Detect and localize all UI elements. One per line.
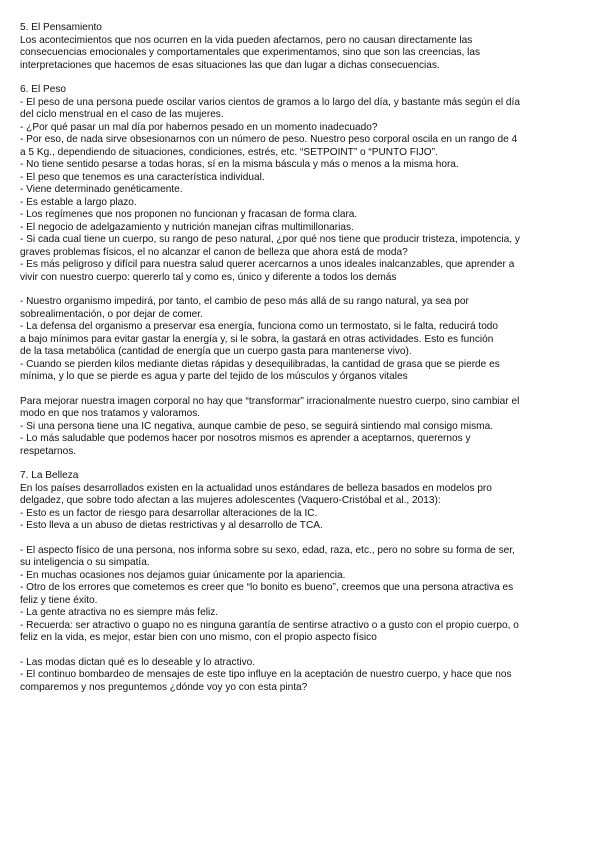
body-line: - Si cada cual tiene un cuerpo, su rango de peso natural, ¿por qué nos tiene que producir tristeza, impotencia, y bbox=[20, 234, 520, 245]
body-line: feliz en la vida, es mejor, estar bien con uno mismo, con el propio aspecto físico bbox=[20, 632, 377, 643]
body-line: a 5 Kg., dependiendo de situaciones, condiciones, estrés, etc. “SETPOINT” o “PUNTO FIJO”. bbox=[20, 146, 438, 158]
body-line: - Nuestro organismo impedirá, por tanto, el cambio de peso más allá de su rango natural, ya sea por bbox=[20, 296, 469, 307]
body-line: - El negocio de adelgazamiento y nutrición manejan cifras multimillonarias. bbox=[20, 221, 354, 233]
section-pensamiento bbox=[20, 22, 582, 72]
body-line: - El peso que tenemos es una característica individual. bbox=[20, 171, 265, 183]
body-line: - En muchas ocasiones nos dejamos guiar únicamente por la apariencia. bbox=[20, 569, 346, 581]
body-line: - Viene determinado genéticamente. bbox=[20, 184, 183, 195]
body-line: feliz y tiene éxito. bbox=[20, 594, 98, 606]
body-line: sobrealimentación, o por dejar de comer. bbox=[20, 308, 203, 320]
body-line: respetarnos. bbox=[20, 445, 77, 457]
body-line: modo en que nos tratamos y valoramos. bbox=[20, 408, 201, 419]
body-line: - Por eso, de nada sirve obsesionarnos con un número de peso. Nuestro peso corporal oscila en un rango de 4 bbox=[20, 134, 518, 145]
body-line: - Esto es un factor de riesgo para desarrollar alteraciones de la IC. bbox=[20, 507, 318, 519]
paragraph-gap bbox=[20, 72, 582, 84]
body-line: - Los regímenes que nos proponen no funcionan y fracasan de forma clara. bbox=[20, 209, 358, 220]
body-line: - El continuo bombardeo de mensajes de este tipo influye en la aceptación de nuestro cuerpo, y hace que nos bbox=[20, 669, 512, 680]
body-line: graves problemas físicos, el no alcanzar el canon de belleza que ahora está de moda? bbox=[20, 246, 408, 258]
paragraph-gap bbox=[20, 458, 582, 470]
body-line: de la tasa metabólica (cantidad de energía que un cuerpo gasta para mantenerse vivo). bbox=[20, 346, 412, 357]
section-heading: 6. El Peso bbox=[20, 84, 67, 95]
section-belleza bbox=[20, 470, 582, 694]
body-line: delgadez, que sobre todo afectan a las mujeres adolescentes (Vaquero-Cristóbal et al., 2013): bbox=[20, 495, 441, 506]
paragraph-gap bbox=[20, 533, 582, 545]
body-line: su inteligencia o su simpatía. bbox=[20, 557, 150, 568]
body-line: comparemos y nos preguntemos ¿dónde voy yo con esta pinta? bbox=[20, 681, 308, 693]
body-line: - No tiene sentido pesarse a todas horas, sí en la misma báscula y más o menos a la misma hora. bbox=[20, 159, 459, 170]
body-line: - Lo más saludable que podemos hacer por nosotros mismos es aprender a aceptarnos, querernos y bbox=[20, 433, 471, 444]
body-line: - Cuando se pierden kilos mediante dietas rápidas y desequilibradas, la cantidad de grasa que se pierde es bbox=[20, 358, 500, 370]
body-line: - Otro de los errores que cometemos es creer que “lo bonito es bueno”, creemos que una persona atractiva es bbox=[20, 582, 514, 593]
body-line: - Es más peligroso y difícil para nuestra salud querer acercarnos a unos ideales inalcanzables, que aprender a bbox=[20, 259, 515, 270]
section-peso bbox=[20, 84, 582, 458]
paragraph-gap bbox=[20, 384, 582, 396]
body-line: - ¿Por qué pasar un mal día por habernos pesado en un momento inadecuado? bbox=[20, 121, 378, 133]
section-heading: 7. La Belleza bbox=[20, 470, 79, 481]
body-line: - El peso de una persona puede oscilar varios cientos de gramos a lo largo del día, y bastante más según el día bbox=[20, 96, 520, 108]
body-line: Para mejorar nuestra imagen corporal no hay que “transformar” irracionalmente nuestro cuerpo, sino cambiar el bbox=[20, 395, 520, 407]
paragraph-gap bbox=[20, 284, 582, 296]
body-line: interpretaciones que hacemos de esas situaciones las que dan lugar a dichas consecuencias. bbox=[20, 59, 440, 71]
body-line: - Recuerda: ser atractivo o guapo no es ninguna garantía de sentirse atractivo o a gusto con el propio cuerpo, o bbox=[20, 619, 519, 631]
body-line: - La defensa del organismo a preservar esa energía, funciona como un termostato, si le falta, reducirá todo bbox=[20, 321, 499, 332]
body-line: consecuencias emocionales y comportamentales que experimentamos, sino que son las creencias, las bbox=[20, 47, 481, 58]
body-line: - Es estable a largo plazo. bbox=[20, 196, 137, 208]
body-line: - El aspecto físico de una persona, nos informa sobre su sexo, edad, raza, etc., pero no sobre su forma de ser, bbox=[20, 544, 515, 556]
body-line: Los acontecimientos que nos ocurren en la vida pueden afectarnos, pero no causan directamente las bbox=[20, 34, 473, 46]
section-heading: 5. El Pensamiento bbox=[20, 22, 102, 33]
body-line: vivir con nuestro cuerpo: quererlo tal y como es, único y diferente a todos los demás bbox=[20, 271, 397, 283]
body-line: - Las modas dictan qué es lo deseable y lo atractivo. bbox=[20, 656, 256, 668]
body-line: - Esto lleva a un abuso de dietas restrictivas y al desarrollo de TCA. bbox=[20, 520, 323, 531]
body-line: - Si una persona tiene una IC negativa, aunque cambie de peso, se seguirá sintiendo mal consigo misma. bbox=[20, 420, 494, 432]
paragraph-gap bbox=[20, 645, 582, 657]
body-line: a bajo mínimos para evitar gastar la energía y, si le sobra, la gastará en otras actividades. Esto es función bbox=[20, 333, 494, 345]
body-line: mínima, y lo que se pierde es agua y parte del tejido de los músculos y órganos vitales bbox=[20, 371, 408, 382]
body-line: del ciclo menstrual en el caso de las mujeres. bbox=[20, 109, 224, 120]
body-line: En los países desarrollados existen en la actualidad unos estándares de belleza basados en modelos pro bbox=[20, 482, 492, 494]
body-line: - La gente atractiva no es siempre más feliz. bbox=[20, 607, 219, 618]
